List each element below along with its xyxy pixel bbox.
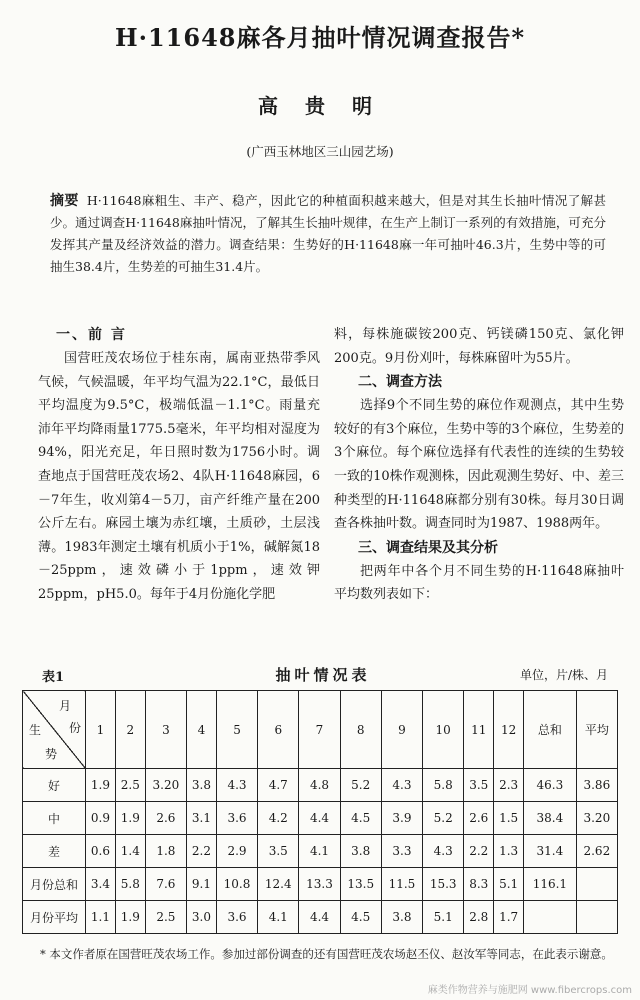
table-cell: 2.5 xyxy=(115,769,145,802)
table-cell xyxy=(576,901,617,934)
row-label: 差 xyxy=(23,835,86,868)
table-header-row xyxy=(23,691,618,769)
table-cell: 12.4 xyxy=(258,868,299,901)
column-header: 4 xyxy=(187,691,217,769)
table-cell: 4.3 xyxy=(423,835,464,868)
result-heading: 三、调查结果及其分析 xyxy=(358,539,498,556)
column-header: 7 xyxy=(299,691,340,769)
column-header: 12 xyxy=(494,691,524,769)
table-cell: 5.2 xyxy=(423,802,464,835)
column-header: 总和 xyxy=(524,691,577,769)
column-header: 6 xyxy=(258,691,299,769)
table-cell: 3.86 xyxy=(576,769,617,802)
table-cell: 3.20 xyxy=(145,769,186,802)
table-row xyxy=(23,901,618,934)
table-row xyxy=(23,802,618,835)
table-caption xyxy=(38,666,608,686)
table-cell: 1.5 xyxy=(494,802,524,835)
table-cell: 5.2 xyxy=(340,769,381,802)
table-cell: 2.5 xyxy=(145,901,186,934)
table-cell: 4.3 xyxy=(216,769,257,802)
column-header: 11 xyxy=(464,691,494,769)
table-cell: 5.8 xyxy=(115,868,145,901)
table-cell: 4.1 xyxy=(258,901,299,934)
table-cell: 2.6 xyxy=(145,802,186,835)
column-header: 平均 xyxy=(576,691,617,769)
footnote: * 本文作者原在国营旺茂农场工作。参加过部份调查的还有国营旺茂农场赵丕仪、赵汝军等同志，在此表示谢意。 xyxy=(40,947,613,961)
table-row xyxy=(23,769,618,802)
table-cell: 2.8 xyxy=(464,901,494,934)
table-cell: 31.4 xyxy=(524,835,577,868)
table-cell: 3.8 xyxy=(187,769,217,802)
abstract-keyword: 摘要 xyxy=(50,193,79,209)
table-cell: 3.1 xyxy=(187,802,217,835)
table-cell: 3.3 xyxy=(381,835,422,868)
table-cell: 4.1 xyxy=(299,835,340,868)
table-cell: 1.7 xyxy=(494,901,524,934)
table-cell: 0.9 xyxy=(86,802,116,835)
table-cell: 4.8 xyxy=(299,769,340,802)
table-cell: 1.9 xyxy=(115,901,145,934)
left-column xyxy=(38,323,320,607)
table-cell: 3.5 xyxy=(464,769,494,802)
column-header: 1 xyxy=(86,691,116,769)
table-cell: 7.6 xyxy=(145,868,186,901)
author-name: 高 贵 明 xyxy=(258,94,382,118)
column-header: 2 xyxy=(115,691,145,769)
paper-title: H·11648麻各月抽叶情况调查报告* xyxy=(114,23,526,52)
leaf-data-table xyxy=(22,690,618,934)
table-cell: 8.3 xyxy=(464,868,494,901)
corner-label: 月 xyxy=(58,699,71,713)
result-paragraph: 把两年中各个月不同生势的H·11648麻抽叶平均数列表如下： xyxy=(334,563,624,603)
intro-heading: 一、前 言 xyxy=(56,327,127,343)
table-corner-cell xyxy=(23,691,86,769)
intro-continuation: 料，每株施碳铵200克、钙镁磷150克、氯化钾200克。9月份刈叶，每株麻留叶为55片。 xyxy=(334,327,624,366)
table-cell: 1.8 xyxy=(145,835,186,868)
table-cell: 5.8 xyxy=(423,769,464,802)
table-cell xyxy=(576,868,617,901)
table-row xyxy=(23,835,618,868)
table-cell: 2.9 xyxy=(216,835,257,868)
table-cell: 1.3 xyxy=(494,835,524,868)
corner-label: 份 xyxy=(68,721,81,735)
row-label: 中 xyxy=(23,802,86,835)
corner-label: 生 xyxy=(29,723,42,737)
table-row xyxy=(23,868,618,901)
table-cell: 4.2 xyxy=(258,802,299,835)
table-cell: 9.1 xyxy=(187,868,217,901)
abstract xyxy=(50,190,606,278)
table-cell: 2.62 xyxy=(576,835,617,868)
table-cell: 11.5 xyxy=(381,868,422,901)
column-header: 3 xyxy=(145,691,186,769)
column-header: 5 xyxy=(216,691,257,769)
table-cell: 4.7 xyxy=(258,769,299,802)
corner-label: 势 xyxy=(45,747,58,761)
table-name: 抽叶情况表 xyxy=(275,666,371,684)
table-cell: 3.4 xyxy=(86,868,116,901)
column-header: 10 xyxy=(423,691,464,769)
table-cell: 3.0 xyxy=(187,901,217,934)
row-label: 月份总和 xyxy=(23,868,86,901)
column-header: 8 xyxy=(340,691,381,769)
table-cell: 3.8 xyxy=(340,835,381,868)
table-cell: 3.6 xyxy=(216,802,257,835)
table-cell: 2.3 xyxy=(494,769,524,802)
table-cell: 116.1 xyxy=(524,868,577,901)
table-cell: 13.5 xyxy=(340,868,381,901)
affiliation: (广西玉林地区三山园艺场) xyxy=(246,144,394,159)
table-cell: 1.9 xyxy=(86,769,116,802)
right-column xyxy=(334,323,624,607)
table-cell: 46.3 xyxy=(524,769,577,802)
intro-paragraph: 国营旺茂农场位于桂东南，属南亚热带季风气候，气候温暖，年平均气温为22.1°C，最低日平均温度为9.5°C，极端低温－1.1°C。雨量充沛年平均降雨量1775.5毫米，年平均相对湿度为94%，阳光充足，年日照时数为1756小时。调查地点于国营旺茂农场2、4队H·11648麻园，6－7年生，收刈第4－5刀，亩产纤维产量在200公斤左右。麻园土壤为赤红壤，土质砂，土层浅薄。1983年测定土壤有机质小于1%，碱解氮18－25ppm，速效磷小于1ppm，速效钾25ppm，pH5.0。每年于4月份施化学肥 xyxy=(38,351,320,602)
method-paragraph: 选择9个不同生势的麻位作观测点，其中生势较好的有3个麻位，生势中等的3个麻位，生势差的3个麻位。每个麻位选择有代表性的连续的生势较一致的10株作观测株，因此观测生势好、中、差三种类型的H·11648麻都分别有30株。每月30日调查各株抽叶数。调查同时为1987、1988两年。 xyxy=(334,398,624,532)
abstract-text: H·11648麻粗生、丰产、稳产，因此它的种植面积越来越大，但是对其生长抽叶情况了解甚少。通过调查H·11648麻抽叶情况，了解其生长抽叶规律，在生产上制订一系列的有效措施，可充分发挥其产量及经济效益的潜力。调查结果：生势好的H·11648麻一年可抽叶46.3片，生势中等的可抽生38.4片，生势差的可抽生31.4片。 xyxy=(50,193,607,274)
table-cell: 13.3 xyxy=(299,868,340,901)
table-cell: 1.4 xyxy=(115,835,145,868)
table-cell: 4.3 xyxy=(381,769,422,802)
table-cell: 3.9 xyxy=(381,802,422,835)
table-number: 表1 xyxy=(42,670,65,685)
table-cell: 2.2 xyxy=(187,835,217,868)
table-cell: 4.5 xyxy=(340,802,381,835)
table-cell: 4.5 xyxy=(340,901,381,934)
table-cell: 2.6 xyxy=(464,802,494,835)
table-cell xyxy=(524,901,577,934)
table-cell: 3.20 xyxy=(576,802,617,835)
row-label: 好 xyxy=(23,769,86,802)
table-cell: 4.4 xyxy=(299,802,340,835)
table-cell: 3.6 xyxy=(216,901,257,934)
table-cell: 2.2 xyxy=(464,835,494,868)
watermark: 麻类作物营养与施肥网 www.fibercrops.com xyxy=(427,985,632,996)
column-header: 9 xyxy=(381,691,422,769)
method-heading: 二、调查方法 xyxy=(358,374,442,391)
table-cell: 15.3 xyxy=(423,868,464,901)
table-cell: 38.4 xyxy=(524,802,577,835)
table-unit: 单位，片/株、月 xyxy=(519,668,608,682)
table-cell: 1.1 xyxy=(86,901,116,934)
table-cell: 5.1 xyxy=(494,868,524,901)
table-cell: 3.8 xyxy=(381,901,422,934)
table-cell: 3.5 xyxy=(258,835,299,868)
table-cell: 4.4 xyxy=(299,901,340,934)
table-cell: 10.8 xyxy=(216,868,257,901)
row-label: 月份平均 xyxy=(23,901,86,934)
table-cell: 0.6 xyxy=(86,835,116,868)
table-cell: 5.1 xyxy=(423,901,464,934)
table-cell: 1.9 xyxy=(115,802,145,835)
